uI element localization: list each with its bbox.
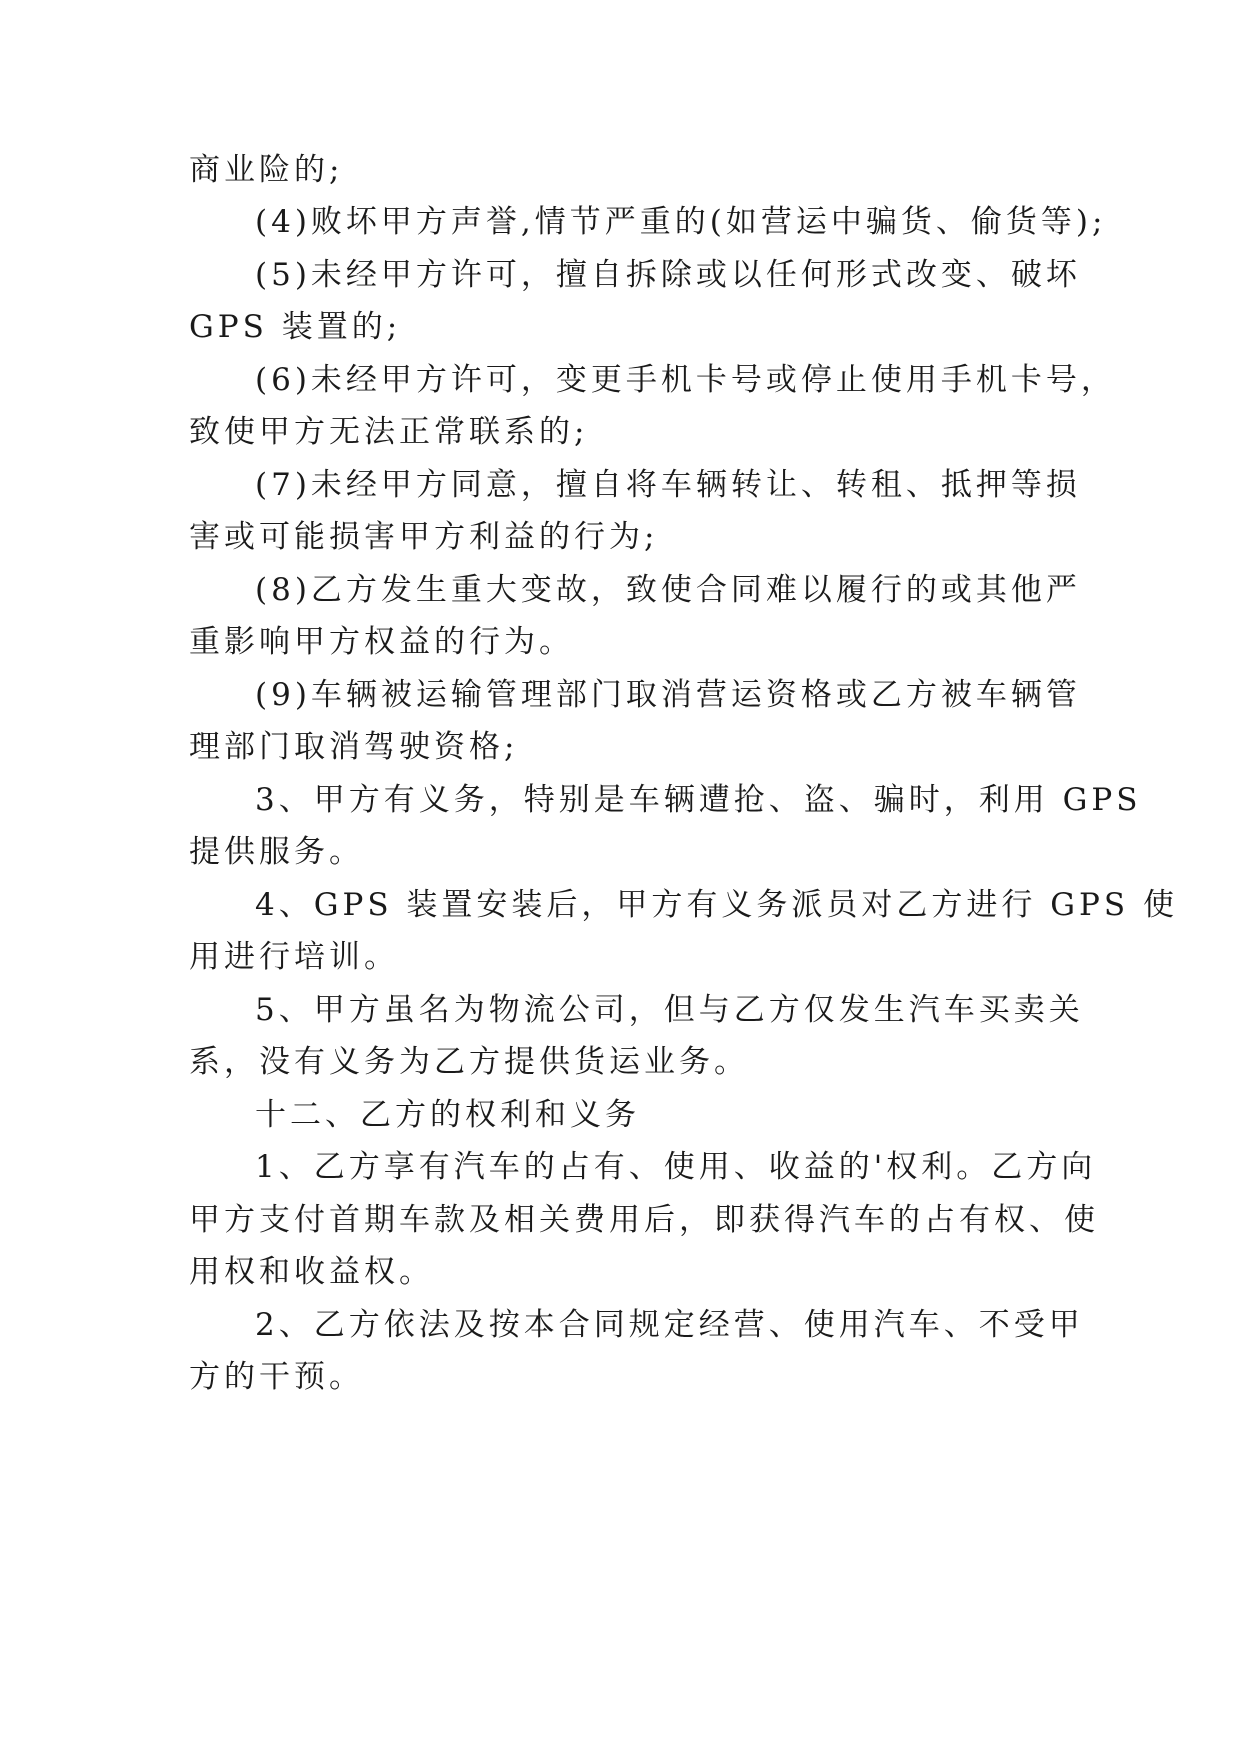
clause-item-4: (4)败坏甲方声誉,情节严重的(如营运中骗货、偷货等); — [255, 204, 1107, 240]
text-line: 重影响甲方权益的行为。 — [189, 624, 574, 660]
clause-3: 3、甲方有义务，特别是车辆遭抢、盗、骗时，利用 GPS — [255, 782, 1142, 818]
text-line: GPS 装置的; — [189, 309, 402, 345]
clause-4: 4、GPS 装置安装后，甲方有义务派员对乙方进行 GPS 使 — [255, 887, 1179, 923]
text-line: 用进行培训。 — [189, 939, 399, 975]
clause-5: 5、甲方虽名为物流公司，但与乙方仅发生汽车买卖关 — [255, 992, 1084, 1028]
clause-1: 1、乙方享有汽车的占有、使用、收益的'权利。乙方向 — [255, 1149, 1097, 1185]
text-line: 致使甲方无法正常联系的; — [189, 414, 589, 450]
clause-item-7: (7)未经甲方同意，擅自将车辆转让、转租、抵押等损 — [255, 467, 1081, 503]
clause-item-6: (6)未经甲方许可，变更手机卡号或停止使用手机卡号， — [255, 362, 1116, 398]
clause-item-8: (8)乙方发生重大变故，致使合同难以履行的或其他严 — [255, 572, 1081, 608]
text-line: 甲方支付首期车款及相关费用后，即获得汽车的占有权、使 — [189, 1202, 1099, 1238]
section-heading: 十二、乙方的权利和义务 — [255, 1097, 640, 1133]
text-line: 理部门取消驾驶资格; — [189, 729, 519, 765]
text-line: 方的干预。 — [189, 1359, 364, 1395]
text-line: 商业险的; — [189, 152, 344, 188]
clause-item-5: (5)未经甲方许可，擅自拆除或以任何形式改变、破坏 — [255, 257, 1081, 293]
text-line: 用权和收益权。 — [189, 1254, 434, 1290]
text-line: 系，没有义务为乙方提供货运业务。 — [189, 1044, 749, 1080]
text-line: 提供服务。 — [189, 834, 364, 870]
clause-2: 2、乙方依法及按本合同规定经营、使用汽车、不受甲 — [255, 1307, 1084, 1343]
clause-item-9: (9)车辆被运输管理部门取消营运资格或乙方被车辆管 — [255, 677, 1081, 713]
text-line: 害或可能损害甲方利益的行为; — [189, 519, 659, 555]
